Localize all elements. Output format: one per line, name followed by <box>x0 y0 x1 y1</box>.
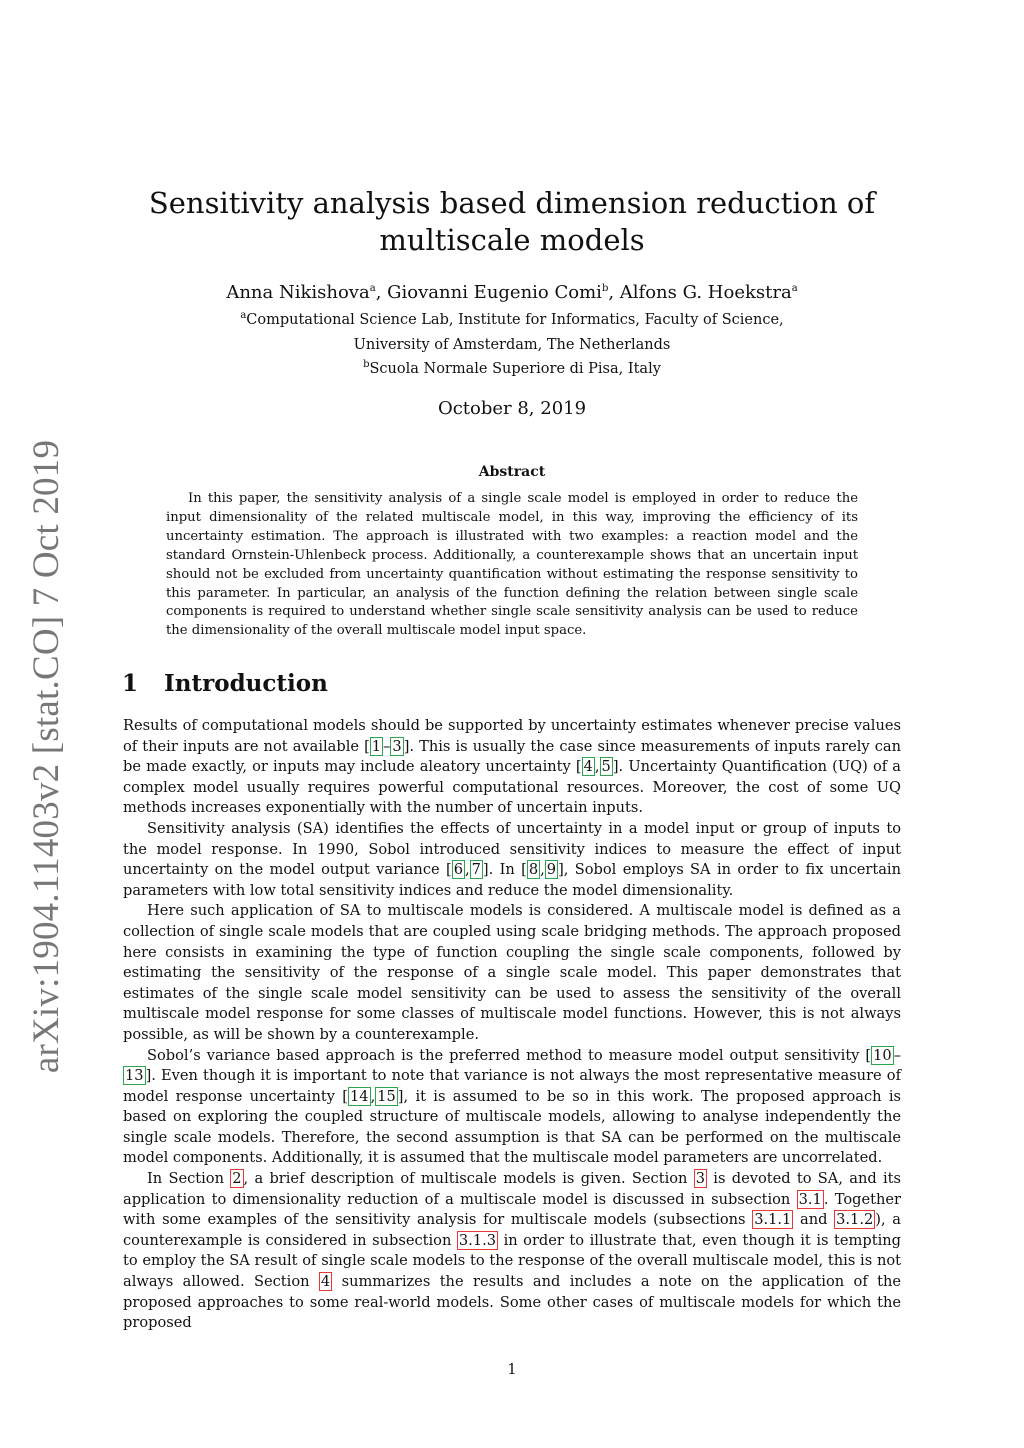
section-number: 1 <box>122 670 139 697</box>
citation-link[interactable]: 1 <box>371 737 382 755</box>
body-paragraph: Here such application of SA to multiscale models is considered. A multiscale model is defined as a collection of single scale models that are coupled using scale bridging methods. The approach proposed here consists in examining the type of function coupling the single scale components, followed by estimating the sensitivity of the response of a single scale model. This paper demonstrates that estimates of the single scale model sensitivity can be used to assess the sensitivity of the overall multiscale model response for some classes of multiscale model functions. However, this is not always possible, as will be shown by a counterexample. <box>123 902 901 1043</box>
affiliation-text: Scuola Normale Superiore di Pisa, Italy <box>369 361 661 377</box>
citation-link[interactable]: 13 <box>125 1067 144 1085</box>
section-ref-link[interactable]: 3.1.1 <box>754 1211 792 1229</box>
citation-link[interactable]: 15 <box>377 1087 396 1105</box>
body-paragraph: Results of computational models should be supported by uncertainty estimates whenever precise values of their inputs are not available [ 1 – 3 ]. This is usually the case since measurements of inputs rarely can be made exactly, or inputs may include aleatory uncertainty [ 4 , 5 ]. Uncertainty Quantification (UQ) of a complex model usually requires powerful computational resources. Moreover, the cost of some UQ methods increases exponentially with the number of uncertain inputs. <box>123 717 901 817</box>
author-affil-mark: b <box>601 283 609 294</box>
arxiv-stamp <box>20 439 74 1073</box>
citation-link[interactable]: 9 <box>546 861 557 879</box>
affil-mark: b <box>363 359 370 371</box>
section-ref-link[interactable]: 3.1 <box>798 1190 822 1208</box>
section-ref-link[interactable]: 4 <box>320 1273 331 1291</box>
citation-link[interactable]: 7 <box>471 861 481 879</box>
citation-link[interactable]: 14 <box>350 1087 369 1105</box>
author-name: Anna Nikishova <box>226 282 370 303</box>
abstract-text: In this paper, the sensitivity analysis of a single scale model is employed in order to reduce the input dimensionality of the related multiscale model, in this way, improving the efficiency of its uncertainty estimation. The approach is illustrated with two examples: a reaction model and the standard Ornstein-Uhlenbeck process. Additionally, a counterexample shows that an uncertain input should not be excluded from uncertainty quantification without estimating the response sensitivity to this parameter. In particular, an analysis of the function defining the relation between single scale components is required to understand whether single scale sensitivity analysis can be used to reduce the dimensionality of the overall multiscale model input space. <box>166 491 858 639</box>
abstract-heading: Abstract <box>478 464 546 480</box>
paper-title: Sensitivity analysis based dimension reduction of multiscale models <box>148 186 876 257</box>
section-heading <box>122 670 328 697</box>
affiliation-a-line2: University of Amsterdam, The Netherlands <box>353 337 671 353</box>
citation-link[interactable]: 3 <box>392 737 402 755</box>
affiliation-b <box>120 361 904 377</box>
section-ref-link[interactable]: 3.1.2 <box>836 1211 874 1229</box>
affiliation-a <box>120 312 904 328</box>
author-name: Giovanni Eugenio Comi <box>387 282 602 303</box>
citation-link[interactable]: 4 <box>583 758 593 776</box>
author-name: Alfons G. Hoekstra <box>619 282 792 303</box>
affil-mark: a <box>240 310 247 322</box>
citation-link[interactable]: 8 <box>528 861 539 879</box>
section-ref-link[interactable]: 3.1.3 <box>458 1231 497 1249</box>
page-number: 1 <box>507 1362 517 1378</box>
paper-date: October 8, 2019 <box>437 398 587 419</box>
body-text <box>123 716 901 1334</box>
section-title: Introduction <box>164 670 328 697</box>
author-list: Anna Nikishova$^a$, Giovanni Eugenio Comi$^b$, Alfons G. Hoekstra$^a$ <box>226 282 798 303</box>
section-ref-link[interactable]: 2 <box>232 1170 242 1188</box>
affiliation-text: Computational Science Lab, Institute for Informatics, Faculty of Science, <box>246 312 784 328</box>
author-affil-mark: a <box>369 283 376 294</box>
author-affil-mark: a <box>791 283 798 294</box>
citation-link[interactable]: 10 <box>873 1046 892 1064</box>
section-ref-link[interactable]: 3 <box>695 1170 706 1188</box>
citation-link[interactable]: 6 <box>453 861 463 879</box>
body-paragraph: Sobol’s variance based approach is the preferred method to measure model output sensitivity [ 10 –13 ]. Even though it is important to note that variance is not always the most representative measure of model response uncertainty [ 14 , 15 ], it is assumed to be so in this work. The proposed approach is based on exploring the coupled structure of multiscale models, allowing to analyse independently the single scale models. Therefore, the second assumption is that SA can be performed on the multiscale model components. Additionally, it is assumed that the multiscale model parameters are uncorrelated. <box>123 1046 901 1167</box>
body-paragraph: In Section 2 , a brief description of multiscale models is given. Section 3 is devoted to SA, and its application to dimensionality reduction of a multiscale model is discussed in subsection 3.1 . Together with some examples of the sensitivity analysis for multiscale models (subsections 3.1.1 and 3.1.2 ), a counterexample is considered in subsection 3.1.3 in order to illustrate that, even though it is tempting to employ the SA result of single scale models to the response of the overall multiscale model, this is not always allowed. Section 4 summarizes the results and includes a note on the application of the proposed approaches to some real-world models. Some other cases of multiscale models for which the proposed <box>123 1170 902 1332</box>
body-paragraph: Sensitivity analysis (SA) identifies the effects of uncertainty in a model input or group of inputs to the model response. In 1990, Sobol introduced sensitivity indices to measure the effect of input uncertainty on the model output variance [ 6 , 7 ]. In [ 8 , 9 ], Sobol employs SA in order to fix uncertain parameters with low total sensitivity indices and reduce the model dimensionality. <box>123 819 901 899</box>
citation-link[interactable]: 5 <box>601 758 611 776</box>
arxiv-id: arXiv:1904.11403v2 [stat.CO] 7 Oct 2019 <box>26 439 68 1073</box>
